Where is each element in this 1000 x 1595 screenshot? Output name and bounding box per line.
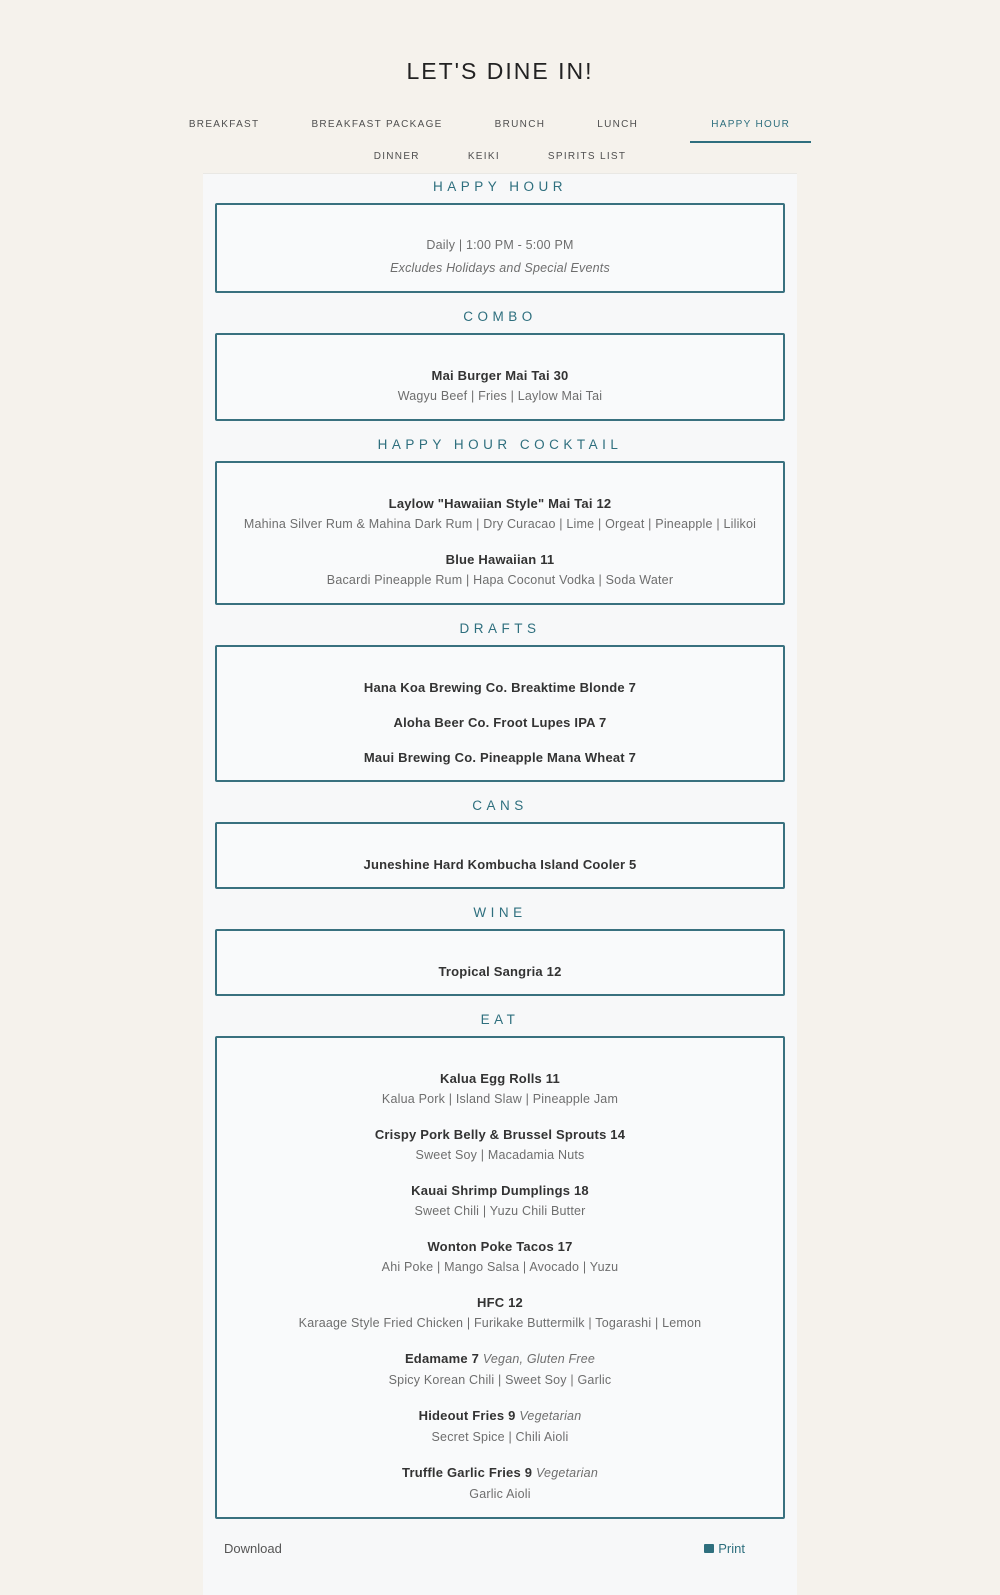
menu-item: [227, 677, 773, 698]
item-name: HFC 12: [477, 1295, 523, 1310]
section-cans: [215, 798, 785, 889]
menu-box-combo: [215, 333, 785, 421]
section-title-happy-hour: HAPPY HOUR: [432, 179, 568, 194]
item-desc: Karaage Style Fried Chicken | Furikake Buttermilk | Togarashi | Lemon: [298, 1316, 702, 1330]
section-happy-hour-cocktail: [215, 437, 785, 605]
section-title-happy-hour-cocktail: HAPPY HOUR COCKTAIL: [377, 437, 623, 452]
item-dietary-note: Vegetarian: [535, 1466, 598, 1480]
item-desc: Mahina Silver Rum & Mahina Dark Rum | Dry Curacao | Lime | Orgeat | Pineapple | Lilikoi: [243, 517, 757, 531]
menu-item: [227, 365, 773, 407]
menu-item: [227, 235, 773, 256]
page-title: LET'S DINE IN!: [406, 58, 594, 84]
item-desc: Sweet Chili | Yuzu Chili Butter: [414, 1204, 586, 1218]
section-title-wine: WINE: [473, 905, 527, 920]
download-link[interactable]: Download: [224, 1541, 282, 1556]
item-desc: Secret Spice | Chili Aioli: [431, 1430, 569, 1444]
item-name: Mai Burger Mai Tai 30: [431, 368, 569, 383]
menu-item: [227, 1348, 773, 1391]
item-desc: Garlic Aioli: [469, 1487, 531, 1501]
item-name: Aloha Beer Co. Froot Lupes IPA 7: [393, 715, 607, 730]
menu-item: [227, 549, 773, 591]
item-dietary-note: Vegan, Gluten Free: [482, 1352, 596, 1366]
menu-item: [227, 1180, 773, 1222]
happy-hour-exclusions: Excludes Holidays and Special Events: [390, 261, 610, 275]
item-desc: Ahi Poke | Mango Salsa | Avocado | Yuzu: [381, 1260, 619, 1274]
menu-item: [227, 961, 773, 982]
nav-row-1: [0, 119, 1000, 131]
nav-tab-breakfast[interactable]: BREAKFAST: [188, 119, 260, 130]
menu-box-wine: [215, 929, 785, 996]
item-name: Edamame 7 Vegan, Gluten Free: [404, 1351, 596, 1366]
item-name: Maui Brewing Co. Pineapple Mana Wheat 7: [363, 750, 637, 765]
item-name: Tropical Sangria 12: [438, 964, 562, 979]
nav-tab-keiki[interactable]: KEIKI: [467, 151, 500, 162]
section-eat: [215, 1012, 785, 1519]
menu-item: [227, 1462, 773, 1505]
section-title-cans: CANS: [472, 798, 528, 813]
item-name: Laylow "Hawaiian Style" Mai Tai 12: [388, 496, 612, 511]
menu-item: [227, 1405, 773, 1448]
item-name: Kauai Shrimp Dumplings 18: [411, 1183, 589, 1198]
item-desc: Bacardi Pineapple Rum | Hapa Coconut Vodka | Soda Water: [326, 573, 674, 587]
item-name: Crispy Pork Belly & Brussel Sprouts 14: [374, 1127, 626, 1142]
nav-row-2: [0, 151, 1000, 163]
item-name: Kalua Egg Rolls 11: [440, 1071, 560, 1086]
menu-item: [227, 854, 773, 875]
menu-item: [227, 747, 773, 768]
menu-item: [227, 1068, 773, 1110]
item-desc: Sweet Soy | Macadamia Nuts: [415, 1148, 585, 1162]
nav-tab-brunch[interactable]: BRUNCH: [494, 119, 546, 130]
item-name: Truffle Garlic Fries 9 Vegetarian: [402, 1465, 598, 1480]
menu-box-drafts: [215, 645, 785, 782]
menu-item: [227, 258, 773, 279]
section-wine: [215, 905, 785, 996]
menu-box-eat: [215, 1036, 785, 1519]
item-name: Blue Hawaiian 11: [445, 552, 555, 567]
menu-item: [227, 1292, 773, 1334]
menu-panel: [203, 173, 797, 1595]
section-title-eat: EAT: [480, 1012, 520, 1027]
nav-tab-happy-hour[interactable]: HAPPY HOUR: [690, 119, 811, 143]
item-name: Juneshine Hard Kombucha Island Cooler 5: [363, 857, 637, 872]
menu-box-happy-hour-cocktail: [215, 461, 785, 605]
nav-tab-spirits-list[interactable]: SPIRITS LIST: [547, 151, 627, 162]
menu-item: [227, 712, 773, 733]
print-icon: [704, 1544, 714, 1553]
section-drafts: [215, 621, 785, 782]
nav-tab-dinner[interactable]: DINNER: [373, 151, 420, 162]
item-dietary-note: Vegetarian: [519, 1409, 582, 1423]
panel-footer: [224, 1542, 776, 1555]
section-title-combo: COMBO: [463, 309, 537, 324]
menu-item: [227, 1124, 773, 1166]
item-desc: Spicy Korean Chili | Sweet Soy | Garlic: [388, 1373, 612, 1387]
item-desc: Wagyu Beef | Fries | Laylow Mai Tai: [397, 389, 603, 403]
menu-item: [227, 1236, 773, 1278]
item-name: Hana Koa Brewing Co. Breaktime Blonde 7: [363, 680, 637, 695]
nav-tab-lunch[interactable]: LUNCH: [597, 119, 639, 130]
menu-nav: [0, 119, 1000, 163]
print-link[interactable]: Print: [704, 1542, 745, 1555]
section-combo: [215, 309, 785, 421]
section-happy-hour: [215, 179, 785, 293]
item-name: Wonton Poke Tacos 17: [427, 1239, 573, 1254]
menu-box-cans: [215, 822, 785, 889]
item-name: Hideout Fries 9 Vegetarian: [418, 1408, 582, 1423]
happy-hour-schedule: Daily | 1:00 PM - 5:00 PM: [426, 238, 574, 252]
item-desc: Kalua Pork | Island Slaw | Pineapple Jam: [381, 1092, 619, 1106]
menu-box-happy-hour: [215, 203, 785, 293]
section-title-drafts: DRAFTS: [459, 621, 541, 636]
nav-tab-breakfast-package[interactable]: BREAKFAST PACKAGE: [311, 119, 443, 130]
menu-item: [227, 493, 773, 535]
